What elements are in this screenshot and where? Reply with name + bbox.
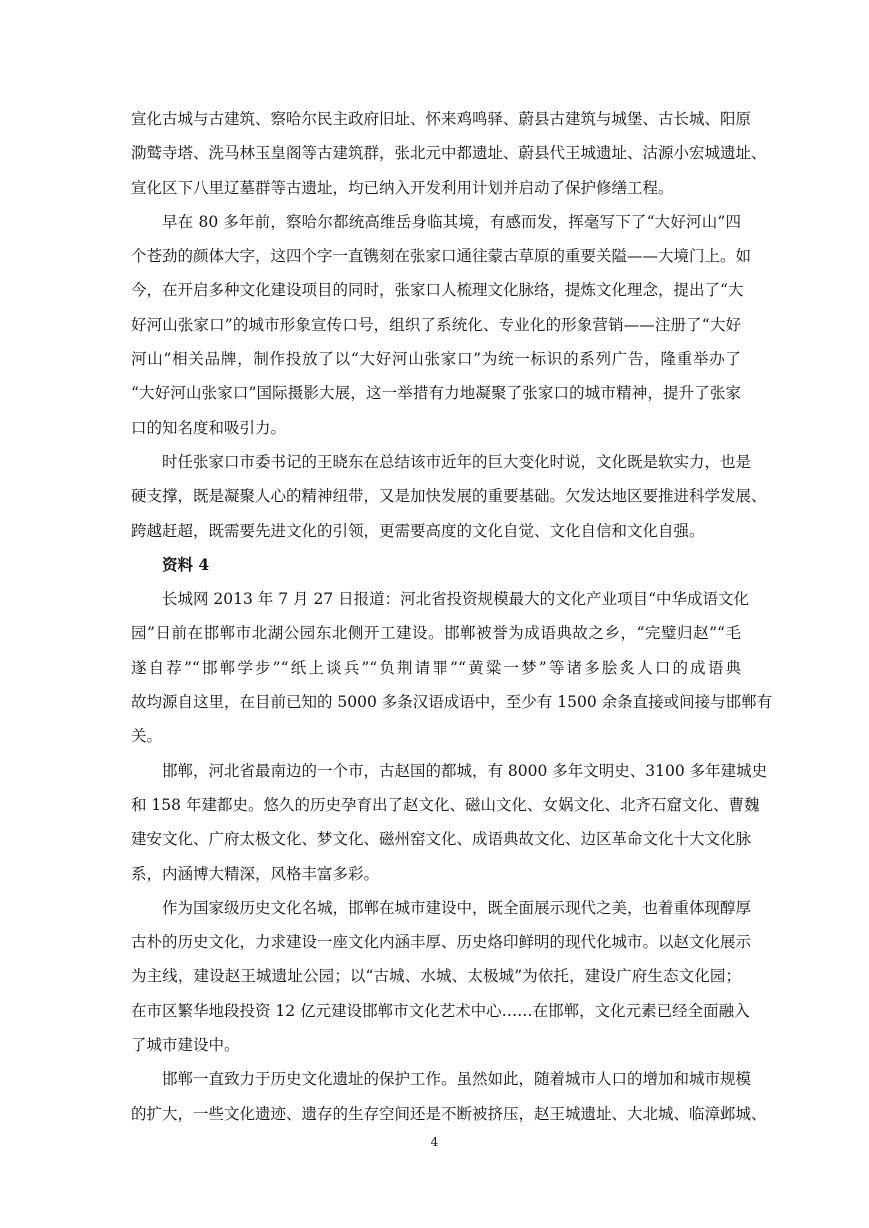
text-line: 跨越赶超，既需要先进文化的引领，更需要高度的文化自觉、文化自信和文化自强。	[131, 521, 705, 540]
text-line: 在市区繁华地段投资 12 亿元建设邯郸市文化艺术中心……在邯郸，文化元素已经全面融入	[131, 1001, 750, 1020]
text-line: 和 158 年建都史。悠久的历史孕育出了赵文化、磁山文化、女娲文化、北齐石窟文化、曹魏	[131, 795, 760, 814]
text-line: 古朴的历史文化，力求建设一座文化内涵丰厚、历史烙印鲜明的现代化城市。以赵文化展示	[131, 933, 752, 952]
text-line: 个苍劲的颜体大字，这四个字一直镌刻在张家口通往蒙古草原的重要关隘——大境门上。如	[131, 247, 752, 266]
text-line: 邯郸，河北省最南边的一个市，古赵国的都城，有 8000 多年文明史、3100 多年建城史	[162, 761, 768, 780]
text-line: 硬支撑，既是凝聚人心的精神纽带，又是加快发展的重要基础。欠发达地区要推进科学发展、	[131, 487, 767, 506]
text-line: 河山”相关品牌，制作投放了以“大好河山张家口”为统一标识的系列广告，隆重举办了	[131, 350, 741, 369]
paragraph	[131, 754, 768, 891]
text-line: 口的知名度和吸引力。	[131, 418, 287, 437]
text-line: “大好河山张家口”国际摄影大展，这一举措有力地凝聚了张家口的城市精神，提升了张家	[131, 384, 741, 403]
text-line: 宣化区下八里辽墓群等古遗址，均已纳入开发利用计划并启动了保护修缮工程。	[131, 178, 674, 197]
text-line: 建安文化、广府太极文化、梦文化、磁州窑文化、成语典故文化、边区革命文化十大文化脉	[131, 830, 752, 849]
text-line: 了城市建设中。	[131, 1036, 240, 1055]
text-line: 泐鹫寺塔、洗马林玉皇阁等古建筑群，张北元中都遗址、蔚县代王城遗址、沽源小宏城遗址、	[131, 144, 767, 163]
paragraph	[131, 582, 773, 753]
text-line: 为主线，建设赵王城遗址公园；以“古城、水城、太极城”为依托，建设广府生态文化园；	[131, 967, 741, 986]
text-line: 宣化古城与古建筑、察哈尔民主政府旧址、怀来鸡鸣驿、蔚县古建筑与城堡、古长城、阳原	[131, 110, 752, 128]
text-line: 园”日前在邯郸市北湖公园东北侧开工建设。邯郸被誉为成语典故之乡，“完璧归赵”“毛	[131, 624, 741, 643]
section-heading: 资料 4	[162, 554, 210, 574]
paragraph	[131, 891, 752, 1062]
paragraph	[131, 445, 767, 548]
text-line: 的扩大，一些文化遗迹、遗存的生存空间还是不断被挤压，赵王城遗址、大北城、临漳邺城、	[131, 1104, 767, 1123]
text-line: 作为国家级历史文化名城，邯郸在城市建设中，既全面展示现代之美，也着重体现醇厚	[162, 898, 752, 917]
text-line: 系，内涵博大精深，风格丰富多彩。	[131, 864, 380, 883]
page-number: 4	[430, 1135, 439, 1149]
paragraph	[131, 102, 767, 205]
document-body	[131, 102, 773, 1131]
text-line: 长城网 2013 年 7 月 27 日报道：河北省投资规模最大的文化产业项目“中华成语文化	[162, 590, 750, 609]
paragraph	[131, 1062, 767, 1131]
text-line: 邯郸一直致力于历史文化遗址的保护工作。虽然如此，随着城市人口的增加和城市规模	[162, 1070, 752, 1089]
text-line: 时任张家口市委书记的王晓东在总结该市近年的巨大变化时说，文化既是软实力，也是	[162, 452, 752, 471]
text-line: 早在 80 多年前，察哈尔都统高维岳身临其境，有感而发，挥毫写下了“大好河山”四	[162, 212, 741, 231]
paragraph	[131, 205, 752, 445]
text-line: 今，在开启多种文化建设项目的同时，张家口人梳理文化脉络，提炼文化理念，提出了“大	[131, 281, 744, 300]
text-line: 故均源自这里，在目前已知的 5000 多条汉语成语中，至少有 1500 余条直接或间接与邯郸有	[131, 693, 773, 712]
text-line: 好河山张家口”的城市形象宣传口号，组织了系统化、专业化的形象营销——注册了“大好	[131, 315, 741, 334]
text-line: 关。	[131, 727, 163, 746]
text-line: 遂自荐”“邯郸学步”“纸上谈兵”“负荆请罪”“黄粱一梦”等诸多脍炙人口的成语典	[131, 658, 741, 677]
